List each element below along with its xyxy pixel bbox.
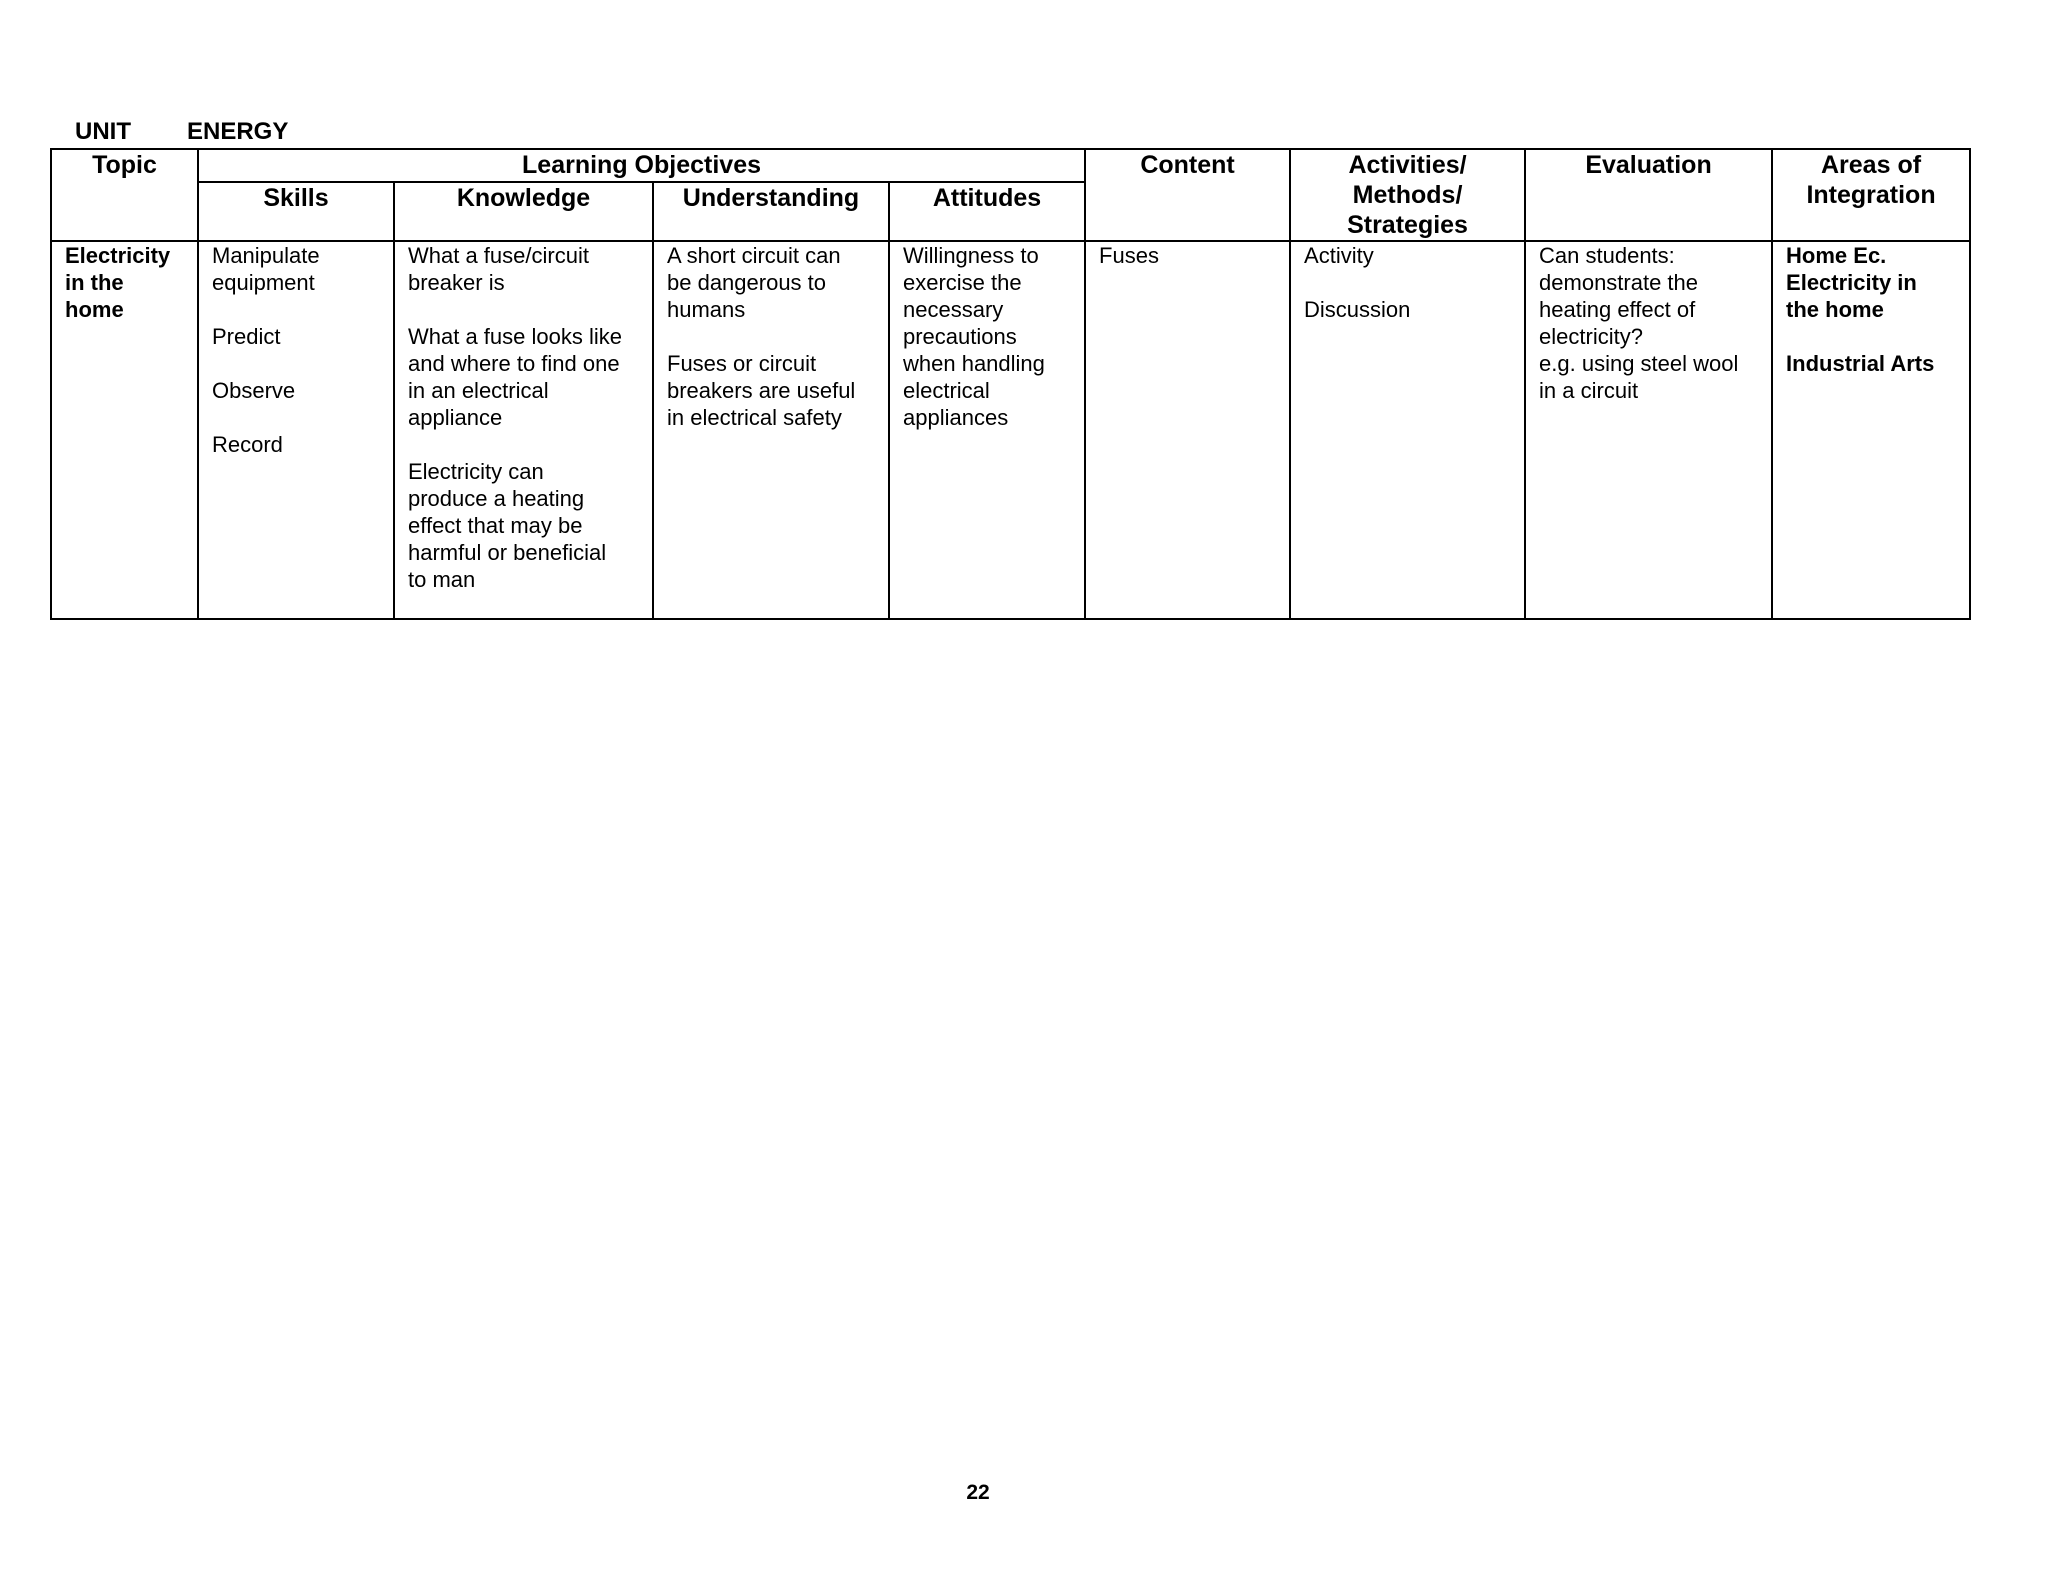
- cell-spacer: [1786, 323, 1956, 350]
- cell-knowledge: [394, 241, 653, 619]
- header-activities-line-2: Methods/: [1352, 181, 1463, 209]
- cell-activities: [1290, 241, 1525, 619]
- cell-spacer: [408, 296, 639, 323]
- cell-line: to man: [408, 567, 476, 592]
- cell-line: in a circuit: [1539, 378, 1639, 403]
- cell-line: Record: [212, 432, 283, 457]
- cell-content: [1085, 241, 1290, 619]
- cell-line: electrical: [903, 378, 990, 403]
- header-activities-line-1: Activities/: [1348, 151, 1467, 179]
- cell-spacer: [212, 350, 380, 377]
- cell-line: be dangerous to: [667, 270, 827, 295]
- unit-label: UNIT: [75, 118, 131, 145]
- cell-line: Observe: [212, 378, 296, 403]
- cell-line: exercise the: [903, 270, 1022, 295]
- header-learning-objectives: Learning Objectives: [198, 149, 1085, 182]
- cell-skills: [198, 241, 394, 619]
- cell-line: appliances: [903, 405, 1009, 430]
- cell-line: appliance: [408, 405, 503, 430]
- cell-line: when handling: [903, 351, 1045, 376]
- cell-line: Predict: [212, 324, 281, 349]
- cell-line: precautions: [903, 324, 1017, 349]
- header-skills: Skills: [198, 182, 394, 241]
- cell-spacer: [667, 323, 875, 350]
- cell-line: What a fuse/circuit: [408, 243, 589, 268]
- cell-spacer: [212, 296, 380, 323]
- cell-understanding: [653, 241, 889, 619]
- header-areas-of-integration: [1772, 149, 1970, 241]
- cell-line: e.g. using steel wool: [1539, 351, 1739, 376]
- page-number: 22: [966, 1481, 990, 1504]
- cell-line: Discussion: [1304, 297, 1411, 322]
- cell-line: demonstrate the: [1539, 270, 1699, 295]
- cell-line: Electricity in: [1786, 270, 1917, 295]
- header-areas-line-2: Integration: [1806, 181, 1936, 209]
- cell-line: A short circuit can: [667, 243, 841, 268]
- header-activities: [1290, 149, 1525, 241]
- cell-line: breaker is: [408, 270, 505, 295]
- header-activities-line-3: Strategies: [1347, 211, 1468, 239]
- cell-line: Can students:: [1539, 243, 1675, 268]
- cell-line: harmful or beneficial: [408, 540, 607, 565]
- cell-line: Willingness to: [903, 243, 1039, 268]
- cell-areas-of-integration: [1772, 241, 1970, 619]
- cell-line: produce a heating: [408, 486, 585, 511]
- cell-line: and where to find one: [408, 351, 620, 376]
- cell-line: in an electrical: [408, 378, 549, 403]
- cell-line: Industrial Arts: [1786, 351, 1935, 376]
- cell-line: Fuses: [1099, 243, 1159, 268]
- header-knowledge: Knowledge: [394, 182, 653, 241]
- cell-line: equipment: [212, 270, 315, 295]
- header-content: Content: [1085, 149, 1290, 241]
- cell-line: in electrical safety: [667, 405, 842, 430]
- cell-line: Manipulate: [212, 243, 320, 268]
- header-evaluation: Evaluation: [1525, 149, 1772, 241]
- curriculum-table: [50, 148, 1971, 620]
- header-attitudes: Attitudes: [889, 182, 1085, 241]
- cell-line: breakers are useful: [667, 378, 856, 403]
- cell-line: in the: [65, 270, 124, 295]
- cell-line: Activity: [1304, 243, 1374, 268]
- cell-line: Fuses or circuit: [667, 351, 817, 376]
- cell-line: Electricity can: [408, 459, 544, 484]
- cell-line: home: [65, 297, 124, 322]
- header-row-1: [51, 149, 1970, 182]
- header-topic: Topic: [51, 149, 198, 241]
- header-areas-line-1: Areas of: [1821, 151, 1922, 179]
- cell-line: the home: [1786, 297, 1884, 322]
- cell-line: heating effect of: [1539, 297, 1696, 322]
- cell-spacer: [212, 404, 380, 431]
- cell-line: Home Ec.: [1786, 243, 1887, 268]
- cell-line: electricity?: [1539, 324, 1643, 349]
- unit-heading: [75, 118, 288, 146]
- cell-line: effect that may be: [408, 513, 583, 538]
- cell-attitudes: [889, 241, 1085, 619]
- cell-evaluation: [1525, 241, 1772, 619]
- unit-name: ENERGY: [187, 118, 289, 145]
- cell-line: What a fuse looks like: [408, 324, 622, 349]
- cell-spacer: [1304, 269, 1511, 296]
- header-understanding: Understanding: [653, 182, 889, 241]
- cell-topic: [51, 241, 198, 619]
- cell-line: necessary: [903, 297, 1004, 322]
- cell-line: humans: [667, 297, 746, 322]
- table-row: [51, 241, 1970, 619]
- cell-spacer: [408, 431, 639, 458]
- cell-line: Electricity: [65, 243, 171, 268]
